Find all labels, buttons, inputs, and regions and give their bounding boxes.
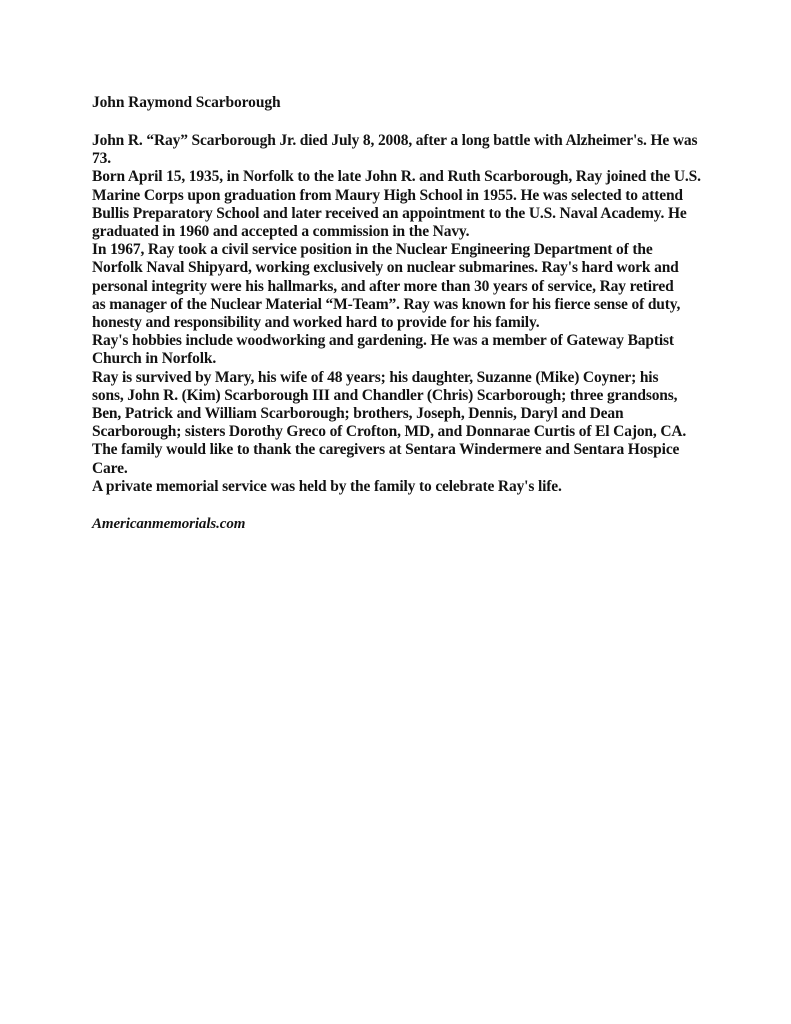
text-line: John R. “Ray” Scarborough Jr. died July 8, 2008, after a long battle with Alzheimer's. He was	[92, 132, 698, 149]
document-title: John Raymond Scarborough	[92, 94, 281, 111]
text-line: 73.	[92, 150, 111, 168]
body-lines	[92, 132, 732, 496]
text-line: In 1967, Ray took a civil service position in the Nuclear Engineering Department of the	[92, 241, 653, 259]
text-line: Church in Norfolk.	[92, 350, 217, 368]
text-line: honesty and responsibility and worked hard to provide for his family.	[92, 314, 540, 332]
document-content	[92, 94, 732, 533]
text-line: Norfolk Naval Shipyard, working exclusively on nuclear submarines. Ray's hard work and	[92, 259, 679, 277]
text-line: Marine Corps upon graduation from Maury High School in 1955. He was selected to attend	[92, 186, 683, 204]
text-line: graduated in 1960 and accepted a commission in the Navy.	[92, 223, 470, 241]
text-line: Bullis Preparatory School and later received an appointment to the U.S. Naval Academy. He	[92, 204, 687, 222]
text-line: Ray's hobbies include woodworking and gardening. He was a member of Gateway Baptist	[92, 332, 674, 350]
text-line: Care.	[92, 459, 128, 477]
text-line: sons, John R. (Kim) Scarborough III and Chandler (Chris) Scarborough; three grandsons,	[92, 386, 678, 404]
text-line: Born April 15, 1935, in Norfolk to the late John R. and Ruth Scarborough, Ray joined the U.S.	[92, 168, 701, 186]
text-line: A private memorial service was held by the family to celebrate Ray's life.	[92, 477, 562, 495]
text-line: as manager of the Nuclear Material “M-Team”. Ray was known for his fierce sense of duty,	[92, 295, 681, 313]
text-line: The family would like to thank the caregivers at Sentara Windermere and Sentara Hospice	[92, 441, 680, 459]
text-line: Ben, Patrick and William Scarborough; brothers, Joseph, Dennis, Daryl and Dean	[92, 405, 624, 423]
text-line: personal integrity were his hallmarks, and after more than 30 years of service, Ray retired	[92, 277, 674, 295]
text-line: Ray is survived by Mary, his wife of 48 years; his daughter, Suzanne (Mike) Coyner; his	[92, 368, 659, 386]
text-line: Scarborough; sisters Dorothy Greco of Crofton, MD, and Donnarae Curtis of El Cajon, CA.	[92, 423, 687, 441]
source-attribution: Americanmemorials.com	[92, 516, 246, 533]
